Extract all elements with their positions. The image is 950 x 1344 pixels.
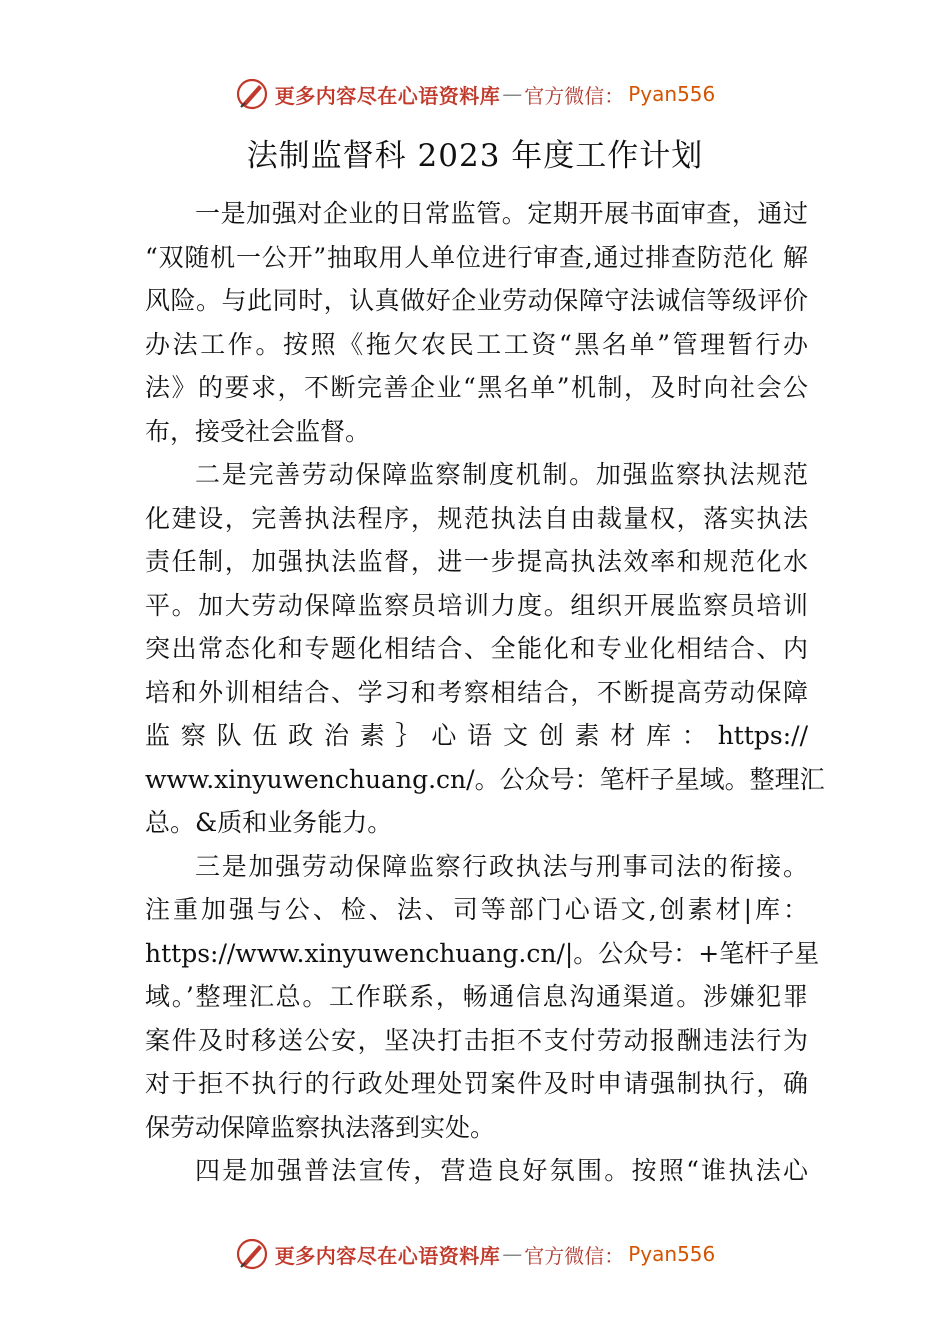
text-line: 突出常态化和专题化相结合、全能化和专业化相结合、内 xyxy=(145,634,808,663)
paragraph-2 xyxy=(145,453,825,845)
footer-banner xyxy=(0,1234,950,1274)
text-line: 风险。与此同时，认真做好企业劳动保障守法诚信等级评价 xyxy=(145,286,808,315)
text-line: 案件及时移送公安，坚决打击拒不支付劳动报酬违法行为 xyxy=(145,1025,808,1055)
banner-main-text: 更多内容尽在心语资料库 xyxy=(274,83,501,108)
document-title: 法制监督科 2023 年度工作计划 xyxy=(246,138,704,174)
text-line: 三是加强劳动保障监察行政执法与刑事司法的衔接。 xyxy=(195,851,808,881)
text-line: 平。加大劳动保障监察员培训力度。组织开展监察员培训 xyxy=(145,590,808,620)
pen-logo-icon xyxy=(235,1237,269,1271)
text-line: 办法工作。按照《拖欠农民工工资“黑名单”管理暂行办 xyxy=(145,329,808,359)
banner-dash: — xyxy=(502,82,523,106)
banner-dash: — xyxy=(502,1242,523,1266)
paragraph-1 xyxy=(145,192,808,453)
text-line: 化建设，完善执法程序，规范执法自由裁量权，落实执法 xyxy=(145,503,808,533)
text-line: 布，接受社会监督。 xyxy=(145,416,371,446)
header-banner xyxy=(0,74,950,114)
paragraph-3 xyxy=(145,845,820,1150)
text-line: 注重加强与公、检、法、司等部门心语文,创素材|库： xyxy=(145,895,808,924)
text-line: 二是完善劳动保障监察制度机制。加强监察执法规范 xyxy=(195,460,808,489)
text-line: 总。&质和业务能力。 xyxy=(145,808,393,837)
text-line: 责任制，加强执法监督，进一步提高执法效率和规范化水 xyxy=(145,547,808,576)
text-line: https://www.xinyuwenchuang.cn/|。公众号：+笔杆子星 xyxy=(145,938,820,968)
text-line: 监察队伍政治素｝心语文创素材库：https:// xyxy=(145,721,808,750)
banner-wechat-label: 官方微信： xyxy=(524,83,625,108)
banner-main-text: 更多内容尽在心语资料库 xyxy=(274,1243,501,1268)
text-line: 一是加强对企业的日常监管。定期开展书面审查，通过 xyxy=(195,199,808,228)
banner-wechat-id: Pyan556 xyxy=(628,82,716,106)
text-line: 保劳动保障监察执法落到实处。 xyxy=(145,1112,496,1142)
text-line: 对于拒不执行的行政处理处罚案件及时申请强制执行，确 xyxy=(145,1069,808,1098)
pen-logo-icon xyxy=(235,77,269,111)
text-line: 法》的要求，不断完善企业“黑名单”机制，及时向社会公 xyxy=(145,373,808,402)
text-line: 四是加强普法宣传，营造良好氛围。按照“谁执法心 xyxy=(195,1156,808,1185)
text-line: www.xinyuwenchuang.cn/。公众号：笔杆子星域。整理汇 xyxy=(145,764,825,794)
paragraph-4 xyxy=(145,1149,808,1193)
banner-wechat-label: 官方微信： xyxy=(524,1243,625,1268)
text-line: 域。’整理汇总。工作联系，畅通信息沟通渠道。涉嫌犯罪 xyxy=(145,982,808,1011)
text-line: “双随机一公开”抽取用人单位进行审查,通过排查防范化 解 xyxy=(145,242,808,272)
banner-wechat-id: Pyan556 xyxy=(628,1242,716,1266)
text-line: 培和外训相结合、学习和考察相结合，不断提高劳动保障 xyxy=(145,677,808,707)
document-body xyxy=(145,192,825,1193)
